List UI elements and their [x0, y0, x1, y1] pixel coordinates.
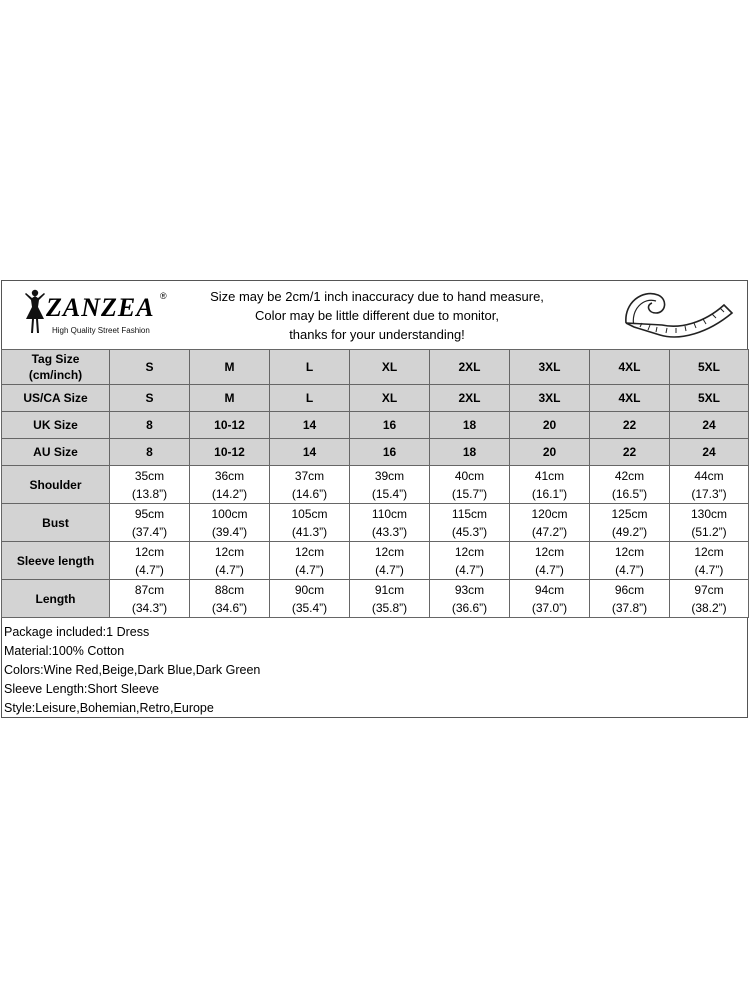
size-value-cell: 8 [110, 412, 190, 439]
inch-value: (4.7”) [535, 562, 564, 577]
measure-cell [270, 466, 350, 504]
size-notice [192, 287, 562, 344]
cm-value: 44cm [694, 468, 724, 483]
inch-value: (4.7”) [135, 562, 164, 577]
size-value-cell: 20 [510, 439, 590, 466]
table-row [2, 350, 749, 385]
cm-value: 115cm [451, 506, 488, 521]
inch-value: (4.7”) [615, 562, 644, 577]
size-table [1, 349, 749, 618]
cm-value: 12cm [694, 544, 724, 559]
measure-cell [670, 580, 749, 618]
inch-value: (47.2”) [531, 524, 568, 539]
cm-value: 96cm [614, 582, 645, 597]
size-value-cell: 14 [270, 412, 350, 439]
measure-cell [270, 542, 350, 580]
notice-line: Color may be little different due to monitor, [255, 308, 499, 323]
tag-size-cell: M [190, 350, 270, 385]
size-value-cell: 8 [110, 439, 190, 466]
cm-value: 88cm [214, 582, 245, 597]
inch-value: (35.8”) [371, 600, 408, 615]
cm-value: 94cm [534, 582, 565, 597]
table-row [2, 412, 749, 439]
row-label: Shoulder [2, 466, 110, 504]
size-value-cell: M [190, 385, 270, 412]
product-info [4, 623, 260, 718]
size-value-cell: XL [350, 385, 430, 412]
measure-cell [110, 542, 190, 580]
measure-cell [350, 466, 430, 504]
size-value-cell: 4XL [590, 385, 670, 412]
measure-cell [350, 542, 430, 580]
measuring-tape-icon [620, 283, 740, 345]
inch-value: (34.3”) [131, 600, 168, 615]
cm-value: 39cm [374, 468, 405, 483]
measure-cell [110, 580, 190, 618]
registered-mark: ® [160, 291, 167, 301]
inch-value: (4.7”) [295, 562, 324, 577]
measure-cell [510, 580, 590, 618]
measure-cell [590, 466, 670, 504]
measure-cell [350, 580, 430, 618]
measure-cell [510, 466, 590, 504]
cm-value: 12cm [294, 544, 325, 559]
inch-value: (35.4”) [291, 600, 328, 615]
brand-tagline: High Quality Street Fashion [52, 326, 150, 335]
inch-value: (15.7”) [451, 486, 488, 501]
row-label: Length [2, 580, 110, 618]
inch-value: (4.7”) [215, 562, 244, 577]
measure-cell [110, 466, 190, 504]
info-line: Package included:1 Dress [4, 625, 150, 639]
info-line: Colors:Wine Red,Beige,Dark Blue,Dark Green [4, 663, 261, 677]
cm-value: 12cm [134, 544, 165, 559]
inch-value: (39.4”) [211, 524, 248, 539]
row-label: US/CA Size [2, 385, 110, 412]
measure-cell [270, 580, 350, 618]
chart-header [2, 281, 747, 349]
measure-cell [430, 542, 510, 580]
measure-cell [510, 504, 590, 542]
row-label: AU Size [2, 439, 110, 466]
row-label: UK Size [2, 412, 110, 439]
cm-value: 37cm [294, 468, 325, 483]
inch-value: (14.6”) [291, 486, 328, 501]
tag-size-cell: 4XL [590, 350, 670, 385]
tag-size-cell: 5XL [670, 350, 749, 385]
tag-size-cell: S [110, 350, 190, 385]
measure-cell [190, 504, 270, 542]
tag-size-cell: 3XL [510, 350, 590, 385]
inch-value: (45.3”) [451, 524, 488, 539]
cm-value: 130cm [690, 506, 728, 521]
cm-value: 40cm [454, 468, 485, 483]
measure-cell [590, 504, 670, 542]
notice-line: Size may be 2cm/1 inch inaccuracy due to hand measure, [210, 289, 544, 304]
inch-value: (38.2”) [691, 600, 727, 615]
inch-value: (43.3”) [371, 524, 408, 539]
cm-value: 97cm [694, 582, 724, 597]
tag-size-cell: 2XL [430, 350, 510, 385]
inch-value: (36.6”) [451, 600, 488, 615]
table-row [2, 439, 749, 466]
measure-cell [670, 542, 749, 580]
size-value-cell: 18 [430, 412, 510, 439]
cm-value: 12cm [214, 544, 245, 559]
cm-value: 120cm [531, 506, 568, 521]
cm-value: 42cm [614, 468, 645, 483]
measure-cell [110, 504, 190, 542]
size-value-cell: 3XL [510, 385, 590, 412]
cm-value: 36cm [214, 468, 245, 483]
row-label: Sleeve length [2, 542, 110, 580]
cm-value: 41cm [534, 468, 565, 483]
cm-value: 87cm [134, 582, 165, 597]
brand-name: ZANZEA [46, 293, 155, 322]
size-value-cell: 18 [430, 439, 510, 466]
brand-logo [20, 287, 180, 343]
inch-value: (37.8”) [611, 600, 648, 615]
measure-cell [350, 504, 430, 542]
measure-cell [190, 542, 270, 580]
measure-cell [670, 466, 749, 504]
inch-value: (14.2”) [211, 486, 248, 501]
inch-value: (37.0”) [531, 600, 568, 615]
cm-value: 12cm [614, 544, 645, 559]
inch-value: (16.5”) [611, 486, 648, 501]
cm-value: 12cm [534, 544, 565, 559]
inch-value: (15.4”) [371, 486, 408, 501]
measure-cell [670, 504, 749, 542]
size-value-cell: S [110, 385, 190, 412]
inch-value: (13.8”) [131, 486, 168, 501]
cm-value: 35cm [134, 468, 165, 483]
table-row [2, 504, 749, 542]
measure-cell [510, 542, 590, 580]
cm-value: 110cm [371, 506, 408, 521]
measure-cell [430, 504, 510, 542]
cm-value: 90cm [294, 582, 325, 597]
size-value-cell: 14 [270, 439, 350, 466]
cm-value: 12cm [374, 544, 405, 559]
table-row [2, 385, 749, 412]
table-row [2, 466, 749, 504]
measure-cell [190, 580, 270, 618]
cm-value: 100cm [211, 506, 248, 521]
size-value-cell: 16 [350, 412, 430, 439]
inch-value: (49.2”) [611, 524, 648, 539]
size-value-cell: 22 [590, 439, 670, 466]
size-value-cell: 16 [350, 439, 430, 466]
measure-cell [430, 580, 510, 618]
size-value-cell: 2XL [430, 385, 510, 412]
inch-value: (16.1”) [531, 486, 568, 501]
info-line: Sleeve Length:Short Sleeve [4, 682, 159, 696]
table-row [2, 580, 749, 618]
measure-cell [590, 580, 670, 618]
inch-value: (4.7”) [694, 562, 724, 577]
inch-value: (41.3”) [291, 524, 328, 539]
measure-cell [270, 504, 350, 542]
size-value-cell: 24 [670, 439, 749, 466]
size-value-cell: L [270, 385, 350, 412]
size-value-cell: 22 [590, 412, 670, 439]
tag-size-cell: L [270, 350, 350, 385]
row-label: Bust [2, 504, 110, 542]
size-value-cell: 10-12 [190, 412, 270, 439]
size-value-cell: 20 [510, 412, 590, 439]
cm-value: 93cm [454, 582, 485, 597]
tag-size-header: Tag Size (cm/inch) [2, 350, 110, 385]
cm-value: 125cm [611, 506, 648, 521]
size-value-cell: 24 [670, 412, 749, 439]
inch-value: (4.7”) [455, 562, 484, 577]
info-line: Style:Leisure,Bohemian,Retro,Europe [4, 701, 214, 715]
size-chart-sheet [1, 280, 748, 718]
cm-value: 95cm [134, 506, 165, 521]
inch-value: (4.7”) [375, 562, 404, 577]
size-value-cell: 10-12 [190, 439, 270, 466]
inch-value: (51.2”) [691, 524, 727, 539]
cm-value: 12cm [454, 544, 485, 559]
inch-value: (17.3”) [691, 486, 727, 501]
measure-cell [190, 466, 270, 504]
table-row [2, 542, 749, 580]
measure-cell [590, 542, 670, 580]
inch-value: (34.6”) [211, 600, 248, 615]
notice-line: thanks for your understanding! [289, 327, 465, 342]
inch-value: (37.4”) [131, 524, 168, 539]
info-line: Material:100% Cotton [4, 644, 125, 658]
cm-value: 105cm [291, 506, 328, 521]
cm-value: 91cm [374, 582, 405, 597]
size-value-cell: 5XL [670, 385, 749, 412]
measure-cell [430, 466, 510, 504]
tag-size-cell: XL [350, 350, 430, 385]
